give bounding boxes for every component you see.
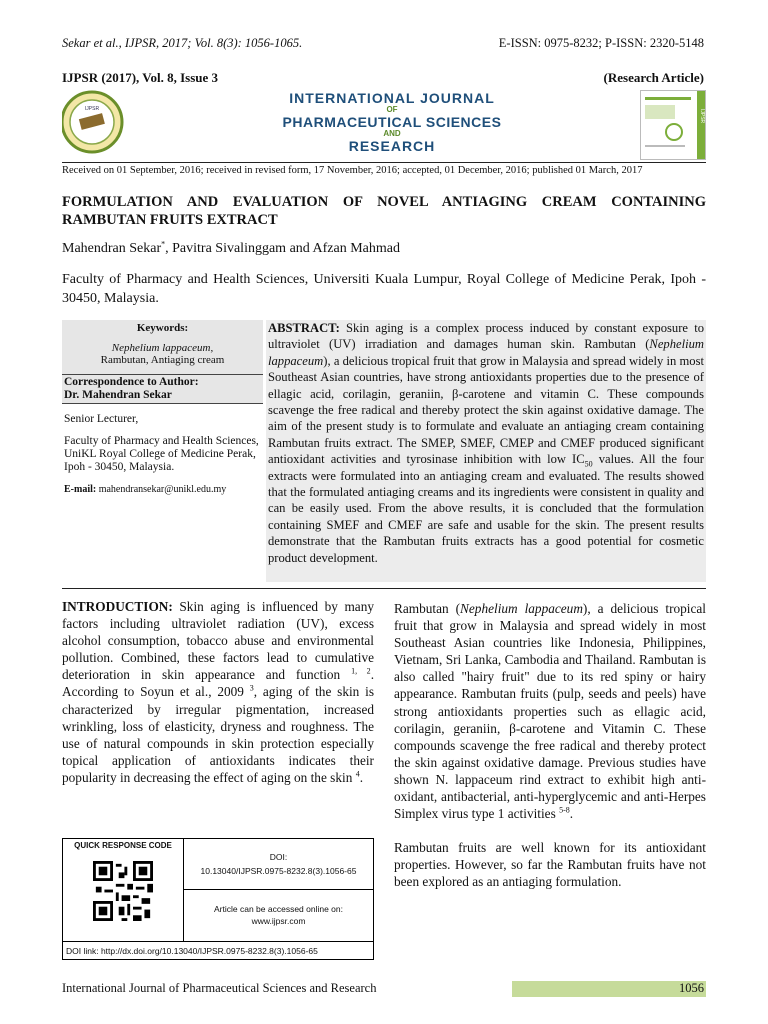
issn: E-ISSN: 0975-8232; P-ISSN: 2320-5148 xyxy=(498,36,704,50)
abstract-divider xyxy=(62,588,706,589)
header-divider xyxy=(62,162,706,163)
affiliation: Faculty of Pharmacy and Health Sciences, Universiti Kuala Lumpur, Royal College of Medicine Perak, Ipoh - 30450, Malaysia. xyxy=(62,272,706,306)
journal-name: INTERNATIONAL JOURNAL OF PHARMACEUTICAL SCIENCES AND RESEARCH xyxy=(282,90,502,154)
keyword-list: Rambutan, Antiaging cream xyxy=(100,354,225,366)
keywords-box xyxy=(62,320,263,374)
keyword-species: Nephelium lappaceum, xyxy=(111,342,214,354)
quick-response-box xyxy=(62,838,374,960)
antioxidant-paragraph: Rambutan fruits are well known for its antioxidant properties. However, so far the Rambutan fruits have not been explored as an antiaging formulation. xyxy=(394,840,706,890)
author-list xyxy=(62,241,400,257)
footer-bar xyxy=(512,981,706,997)
running-citation: Sekar et al., IJPSR, 2017; Vol. 8(3): 1056-1065. xyxy=(62,36,303,50)
website-link[interactable]: www.ijpsr.com xyxy=(251,916,306,926)
doi-cell: DOI: 10.13040/IJPSR.0975-8232.8(3).1056-65 xyxy=(184,839,373,890)
doi-value: 10.13040/IJPSR.0975-8232.8(3).1056-65 xyxy=(200,866,357,876)
journal-cover-thumbnail: IJPSR xyxy=(640,90,706,160)
email-link[interactable]: mahendransekar@unikl.edu.my xyxy=(98,484,227,495)
correspondent-role: Senior Lecturer, xyxy=(64,413,139,425)
abstract: ABSTRACT: Skin aging is a complex process induced by constant exposure to ultraviolet (UV) irradiation and damages human skin. Rambutan (Nephelium lappaceum), a delicious tropical fruit that grow in Malaysia and spread widely in most Southeast Asian countries, have strong antioxidants properties due to the presence of ellagic acid, corilagin, geraniin, β-carotene and vitamin C. These compounds scavenge the free radical and thereby protect the skin against oxidative damage. The aim of the present study is to formulate and evaluate an antiaging cream containing Rambutan fruits extract. The SMEP, SMEF, CMEP and CMEF produced significant antioxidant activities and tyrosinase inhibition with low $IC_{50}$ values. All the four extracts were formulated into an antiaging cream and evaluated. The results showed that the formulated antiaging creams and its ingredients were consistent in quality and can be easily used. From the above results, it is concluded that the formulation containing SMEF and CMEF are safe and usable for the skin. The present results demonstrate that the Rambutan fruits extracts has a good potential for cosmetic product development. xyxy=(266,320,706,582)
article-title: FORMULATION AND EVALUATION OF NOVEL ANTIAGING CREAM CONTAINING RAMBUTAN FRUITS EXTRACT xyxy=(62,194,706,228)
article-type: (Research Article) xyxy=(603,70,704,85)
keywords-heading: Keywords: xyxy=(136,322,189,334)
co-authors: , Pavitra Sivalinggam and Afzan Mahmad xyxy=(165,241,400,256)
abstract-label: ABSTRACT: xyxy=(268,321,340,335)
journal-issue: IJPSR (2017), Vol. 8, Issue 3 xyxy=(62,70,219,85)
qr-title: QUICK RESPONSE CODE xyxy=(74,841,172,850)
corresponding-mark: * xyxy=(161,239,166,249)
qr-code-icon[interactable] xyxy=(93,861,153,921)
received-dates: Received on 01 September, 2016; received in revised form, 17 November, 2016; accepted, 01 December, 2016; published 01 March, 2017 xyxy=(62,165,643,176)
first-author: Mahendran Sekar xyxy=(62,241,162,256)
rambutan-paragraph: Rambutan (Nephelium lappaceum), a delicious tropical fruit that grow in Malaysia and spread widely in most Southeast Asian countries like Indonesia, Philippines, Vietnam, Sri Lanka, Cambodia and Thailand. Rambutan is also called "hairy fruit" due to its red spiny or hairy appearance. Rambutan fruits (pulp, seeds and peels) have strong antioxidants properties such as ellagic acid, corilagin, geraniin, β-carotene and Vitamin C. These compounds scavenge the free radical and thereby protect the skin against oxidative damage. Previous studies have shown N. lappaceum rind extract to exhibit high anti-oxidant, antibacterial, anti-hyperglycemic and anti-Herpes Simplex virus type 1 activities $^{5-8}$. xyxy=(394,601,706,822)
access-cell: Article can be accessed online on: www.ijpsr.com xyxy=(184,890,373,941)
introduction-heading: INTRODUCTION: xyxy=(62,599,173,614)
page-number: 1056 xyxy=(679,981,704,995)
correspondent-email: E-mail: mahendransekar@unikl.edu.my xyxy=(64,484,227,495)
doi-link[interactable]: DOI link: http://dx.doi.org/10.13040/IJPSR.0975-8232.8(3).1056-65 xyxy=(63,941,373,960)
footer-journal: International Journal of Pharmaceutical Sciences and Research xyxy=(62,981,377,995)
correspondent-address: Faculty of Pharmacy and Health Sciences, UniKL Royal College of Medicine Perak, Ipoh - 30450, Malaysia. xyxy=(64,435,259,473)
logo-text: IJPSR xyxy=(84,106,100,112)
correspondence-heading: Correspondence to Author: Dr. Mahendran Sekar xyxy=(62,374,263,404)
qr-cell xyxy=(63,839,184,941)
introduction-paragraph: INTRODUCTION: Skin aging is influenced by many factors including ultraviolet radiation (UV), excess alcohol consumption, tobacco abuse and environmental pollution. Combined, these factors lead to cumulative deterioration in skin appearance and function $^{1, 2}$. According to Soyun et al., 2009 $^3$, aging of the skin is characterized by irregular pigmentation, increased wrinkling, loss of elasticity, dryness and roughness. The use of natural compounds in skin protection especially topical application of antioxidants indicates their popularity in decreasing the effect of aging on the skin $^4$. xyxy=(62,599,375,785)
correspondent-name: Dr. Mahendran Sekar xyxy=(64,389,172,401)
correspondence-box xyxy=(62,374,263,496)
journal-banner xyxy=(62,88,706,160)
right-column xyxy=(394,600,706,891)
